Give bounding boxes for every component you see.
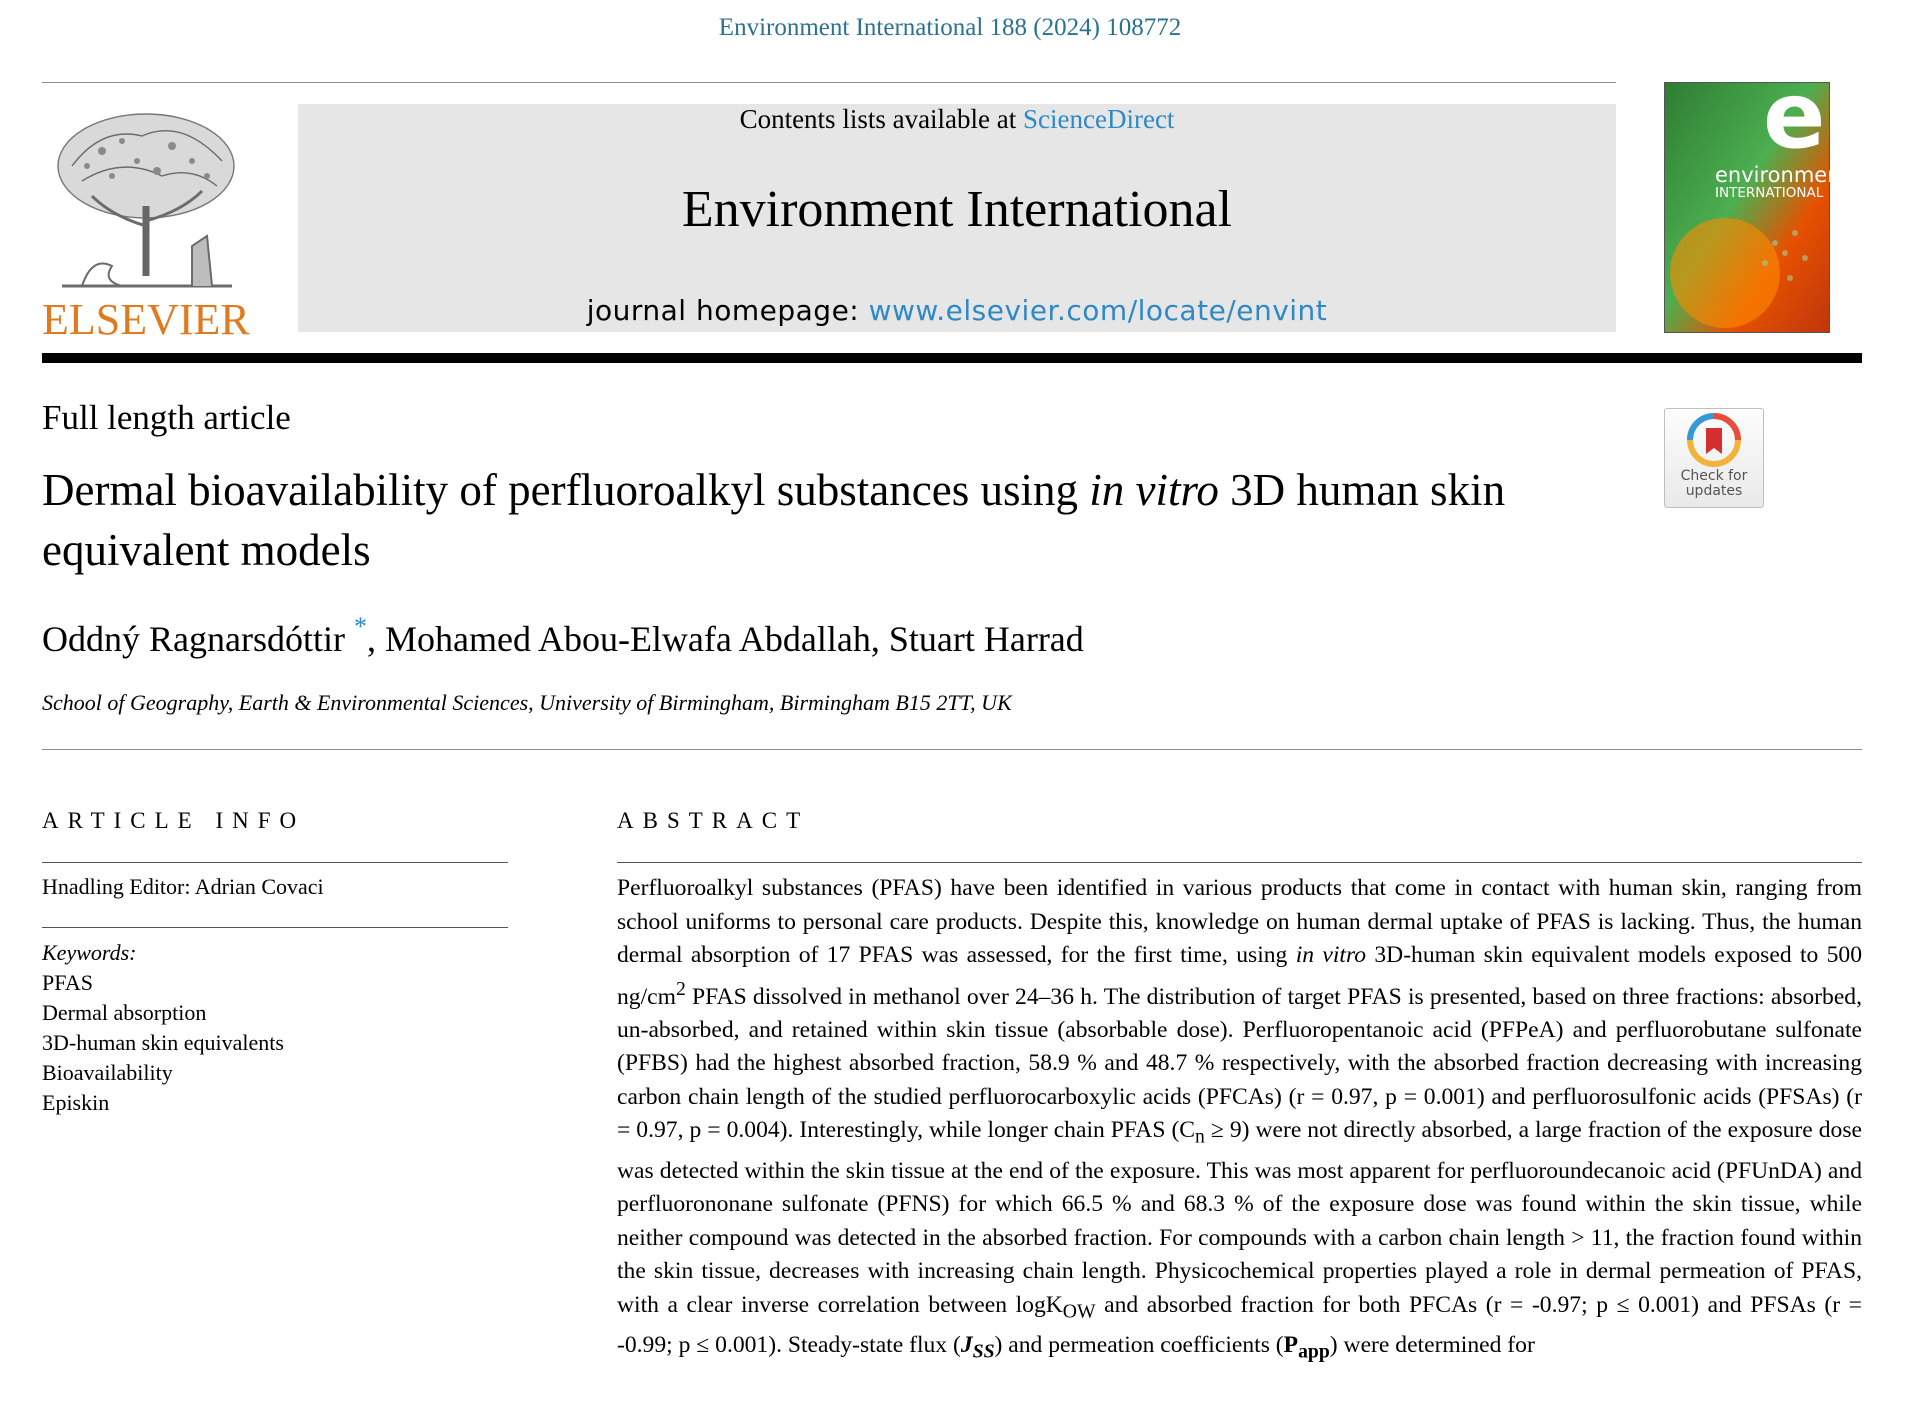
- top-divider: [42, 82, 1616, 83]
- cover-title-line1: environment: [1715, 163, 1849, 187]
- journal-cover-image[interactable]: [1664, 62, 1857, 333]
- keyword-item: Episkin: [42, 1090, 110, 1115]
- abstract-divider: [617, 862, 1862, 863]
- abstract-superscript: 2: [675, 977, 686, 1000]
- abstract-segment: 3D-human skin equivalent models exposed to 500 ng/cm: [617, 942, 1863, 1010]
- abstract-segment: ≥ 9) were not directly absorbed, a large fraction of the exposure dose was detected within the skin tissue at the end of the exposure. This was most apparent for perfluoroundecanoic acid (PFUnDA) and perfluorononane sulfonate (PFNS) for which 66.5 % and 68.3 % of the exposure dose was found within the skin tissue, while neither compound was detected in the absorbed fraction. For compounds with a carbon chain length > 11, the fraction found within the skin tissue, decreases with increasing chain length. Physicochemical properties played a role in dermal permeation of PFAS, with a clear inverse correlation between logK: [617, 1117, 1862, 1318]
- elsevier-wordmark: ELSEVIER: [42, 295, 250, 344]
- abstract-subscript: SS: [972, 1340, 995, 1363]
- homepage-prefix: journal homepage:: [586, 294, 869, 327]
- abstract-subscript: n: [1195, 1126, 1205, 1149]
- bookmark-ribbon-icon: [1665, 409, 1763, 469]
- author-3[interactable]: Stuart Harrad: [888, 619, 1084, 659]
- article-title: [42, 460, 1642, 580]
- check-updates-line2: updates: [1685, 483, 1743, 499]
- author-list: Oddný Ragnarsdóttir *, Mohamed Abou-Elwafa Abdallah, Stuart Harrad: [42, 612, 1084, 659]
- article-info-heading: ARTICLE INFO: [42, 808, 306, 833]
- abstract-segment: ) and permeation coefficients (: [994, 1331, 1284, 1358]
- abstract-segment: and absorbed fraction for both PFCAs (r = -0.97; p ≤ 0.001) and PFSAs (r = -0.99; p ≤ 0.001). Steady-state flux (: [617, 1291, 1862, 1358]
- author-2[interactable]: Mohamed Abou-Elwafa Abdallah: [384, 619, 871, 659]
- masthead-divider: [42, 353, 1862, 363]
- abstract-flux-symbol: J: [960, 1331, 973, 1358]
- journal-homepage-link[interactable]: www.elsevier.com/locate/envint: [868, 294, 1328, 327]
- keyword-item: Bioavailability: [42, 1060, 173, 1085]
- abstract-segment: PFAS dissolved in methanol over 24–36 h. The distribution of target PFAS is presented, based on three fractions: absorbed, un-absorbed, and retained within skin tissue (absorbable dose). Perfluoropentanoic acid (PFPeA) and perfluorobutane sulfonate (PFBS) had the highest absorbed fraction, 58.9 % and 48.7 % respectively, with the absorbed fraction decreasing with increasing carbon chain length of the studied perfluorocarboxylic acids (PFCAs) (r = 0.97, p = 0.001) and perfluorosulfonic acids (PFSAs) (r = 0.97, p = 0.004). Interestingly, while longer chain PFAS (C: [617, 983, 1862, 1144]
- cover-title-line2: INTERNATIONAL: [1715, 185, 1824, 201]
- journal-title: Environment International: [681, 181, 1233, 238]
- contents-prefix: Contents lists available at: [739, 104, 1024, 134]
- check-updates-label: [1665, 469, 1763, 499]
- keyword-item: Dermal absorption: [42, 1000, 207, 1025]
- sciencedirect-link[interactable]: ScienceDirect: [1023, 104, 1175, 134]
- abstract-text: [617, 872, 1862, 1369]
- abstract-subscript: app: [1298, 1340, 1330, 1363]
- article-title-italic: in vitro: [1089, 465, 1219, 515]
- homepage-line: [298, 294, 1616, 327]
- article-type: Full length article: [42, 398, 291, 437]
- author-affiliation: School of Geography, Earth & Environmental Sciences, University of Birmingham, Birmingham B15 2TT, UK: [42, 690, 1012, 715]
- abstract-italic: in vitro: [1295, 942, 1367, 968]
- keywords-list: [42, 938, 284, 1118]
- abstract-segment: ) were determined for: [1329, 1331, 1535, 1358]
- header-divider: [42, 749, 1862, 750]
- keyword-item: PFAS: [42, 970, 93, 995]
- author-1[interactable]: Oddný Ragnarsdóttir: [42, 619, 345, 659]
- check-updates-line1: Check for: [1680, 468, 1748, 484]
- cover-logo-letters: ei: [1763, 62, 1857, 169]
- article-info-divider-top: [42, 862, 508, 863]
- keyword-item: 3D-human skin equivalents: [42, 1030, 284, 1055]
- abstract-heading: ABSTRACT: [617, 808, 810, 833]
- article-info-divider-bottom: [42, 927, 508, 928]
- article-title-part2: 3D human skin equivalent models: [42, 465, 1506, 575]
- abstract-segment: Perfluoroalkyl substances (PFAS) have been identified in various products that come in contact with human skin, ranging from school uniforms to personal care products. Despite this, knowledge on human dermal uptake of PFAS is lacking. Thus, the human dermal absorption of 17 PFAS was assessed, for the first time, using: [617, 875, 1862, 968]
- corresponding-author-mark[interactable]: *: [353, 612, 367, 641]
- handling-editor: Hnadling Editor: Adrian Covaci: [42, 874, 324, 899]
- journal-masthead: [298, 104, 1616, 332]
- abstract-permeation-symbol: P: [1283, 1331, 1299, 1358]
- check-for-updates-button[interactable]: [1664, 408, 1764, 508]
- contents-line: [298, 104, 1616, 135]
- article-title-part1: Dermal bioavailability of perfluoroalkyl substances using: [42, 465, 1090, 515]
- abstract-subscript: OW: [1062, 1300, 1096, 1323]
- keywords-label: Keywords:: [42, 940, 137, 965]
- journal-citation[interactable]: Environment International 188 (2024) 108772: [718, 14, 1182, 41]
